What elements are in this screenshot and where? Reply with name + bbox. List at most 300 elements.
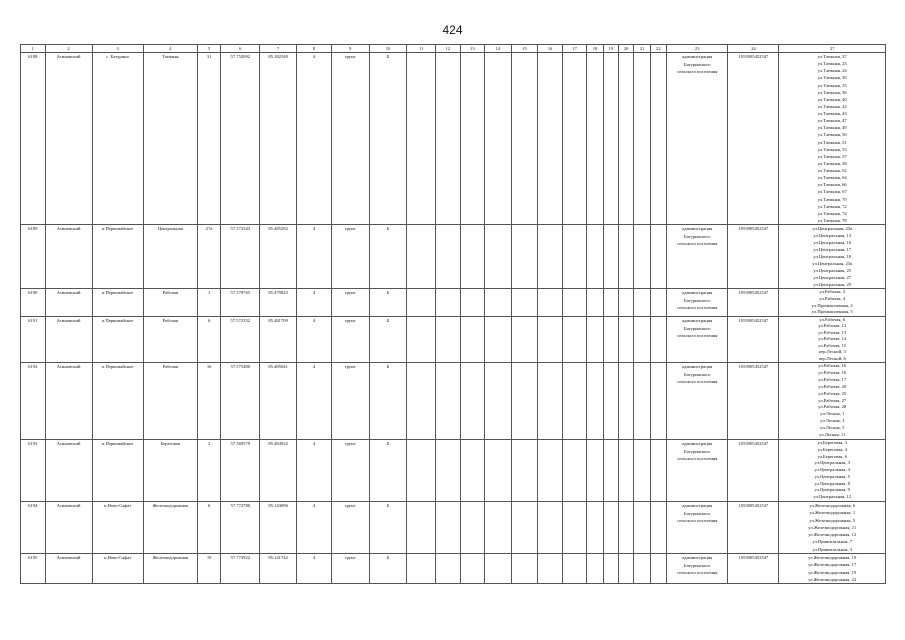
address-line: пер.Лесной, 3 bbox=[818, 349, 846, 355]
table-row bbox=[21, 225, 886, 289]
owner-line: администрация bbox=[682, 441, 713, 446]
owner-cell bbox=[667, 317, 728, 363]
empty-cell-16 bbox=[538, 440, 563, 502]
empty-cell-22 bbox=[650, 554, 666, 584]
empty-cell-14 bbox=[485, 554, 512, 584]
address-line: ул.Таежная, 37 bbox=[817, 54, 847, 59]
district-cell: Асиновский bbox=[45, 225, 92, 289]
latitude-cell: 57.569579 bbox=[221, 440, 260, 502]
longitude-cell: 85.484932 bbox=[260, 440, 297, 502]
owner-line: сельского поселения bbox=[676, 379, 718, 385]
column-number-header bbox=[21, 45, 886, 53]
column-10-cell: Б bbox=[369, 363, 407, 440]
latitude-cell: 57.772780 bbox=[221, 502, 260, 554]
address-line: ул.Таежная, 42 bbox=[817, 103, 847, 109]
empty-cell-21 bbox=[634, 363, 650, 440]
owner-line: Батуринского bbox=[683, 233, 711, 239]
empty-cell-13 bbox=[460, 289, 485, 317]
address-line: ул.Центральная, 29 bbox=[813, 282, 852, 287]
addresses-cell bbox=[779, 440, 886, 502]
empty-cell-11 bbox=[407, 289, 436, 317]
owner-line: сельского поселения bbox=[676, 570, 718, 576]
empty-cell-11 bbox=[407, 502, 436, 554]
column-header-1: 1 bbox=[21, 45, 46, 53]
address-line: ул.Центральная, 12 bbox=[813, 494, 852, 500]
empty-cell-12 bbox=[436, 53, 461, 225]
settlement-cell: с. Батурино bbox=[92, 53, 143, 225]
column-10-cell: Б bbox=[369, 554, 407, 584]
empty-cell-22 bbox=[650, 363, 666, 440]
settlement-cell: п.Ново-Сафат bbox=[92, 502, 143, 554]
latitude-cell: 57.752092 bbox=[221, 53, 260, 225]
empty-cell-12 bbox=[436, 363, 461, 440]
empty-cell-12 bbox=[436, 225, 461, 289]
empty-cell-19 bbox=[603, 317, 618, 363]
column-header-6: 6 bbox=[221, 45, 260, 53]
owner-line: Батуринского bbox=[683, 325, 711, 331]
empty-cell-22 bbox=[650, 289, 666, 317]
empty-cell-18 bbox=[587, 225, 603, 289]
surface-cell: грунт bbox=[331, 440, 369, 502]
empty-cell-21 bbox=[634, 440, 650, 502]
owner-line: Батуринского bbox=[683, 448, 711, 454]
empty-cell-15 bbox=[511, 554, 538, 584]
column-header-18: 18 bbox=[587, 45, 603, 53]
address-line: ул.Таежная, 35 bbox=[817, 82, 847, 88]
owner-cell bbox=[667, 363, 728, 440]
empty-cell-21 bbox=[634, 289, 650, 317]
address-line: ул.Лесная, 5 bbox=[820, 425, 845, 431]
empty-cell-18 bbox=[587, 554, 603, 584]
addresses-cell bbox=[779, 225, 886, 289]
addresses-cell bbox=[779, 502, 886, 554]
owner-cell bbox=[667, 53, 728, 225]
column-header-4: 4 bbox=[143, 45, 197, 53]
longitude-cell: 85.485041 bbox=[260, 363, 297, 440]
address-line: ул.Рабочая, 25 bbox=[818, 390, 847, 396]
column-header-2: 2 bbox=[45, 45, 92, 53]
house-cell: 6 bbox=[197, 317, 221, 363]
empty-cell-18 bbox=[587, 440, 603, 502]
owner-line: администрация bbox=[682, 318, 713, 323]
empty-cell-19 bbox=[603, 502, 618, 554]
empty-cell-15 bbox=[511, 317, 538, 363]
empty-cell-15 bbox=[511, 289, 538, 317]
address-line: ул.Рабочая, 15 bbox=[818, 342, 847, 348]
column-header-10: 10 bbox=[369, 45, 407, 53]
address-line: ул.Береговая, 3 bbox=[817, 440, 847, 445]
empty-cell-12 bbox=[436, 289, 461, 317]
owner-cell bbox=[667, 440, 728, 502]
empty-cell-16 bbox=[538, 289, 563, 317]
column-header-22: 22 bbox=[650, 45, 666, 53]
record-number-cell: 6194 bbox=[21, 502, 46, 554]
empty-cell-19 bbox=[603, 363, 618, 440]
house-cell: 19 bbox=[197, 554, 221, 584]
column-10-cell: Б bbox=[369, 289, 407, 317]
address-line: ул.Лесная, 1 bbox=[820, 411, 845, 417]
owner-cell bbox=[667, 289, 728, 317]
column-header-20: 20 bbox=[619, 45, 634, 53]
ogrn-cell: 1053905452547 bbox=[728, 225, 779, 289]
empty-cell-22 bbox=[650, 502, 666, 554]
empty-cell-15 bbox=[511, 225, 538, 289]
record-number-cell: 6188 bbox=[21, 53, 46, 225]
empty-cell-19 bbox=[603, 225, 618, 289]
district-cell: Асиновский bbox=[45, 289, 92, 317]
address-line: ул.Таежная, 66 bbox=[817, 182, 847, 188]
house-cell: 2 bbox=[197, 440, 221, 502]
empty-cell-13 bbox=[460, 554, 485, 584]
address-line: ул.Центральная, 17 bbox=[813, 247, 852, 252]
address-line: ул.Таежная, 47 bbox=[817, 118, 847, 124]
surface-cell: грунт bbox=[331, 554, 369, 584]
owner-line: администрация bbox=[682, 290, 713, 295]
ogrn-cell: 1053905452547 bbox=[728, 289, 779, 317]
house-cell: 31 bbox=[197, 53, 221, 225]
empty-cell-13 bbox=[460, 502, 485, 554]
house-cell: 1 bbox=[197, 289, 221, 317]
address-line: ул.Рабочая, 6 bbox=[819, 317, 846, 322]
empty-cell-14 bbox=[485, 317, 512, 363]
address-line: ул.Лесная, 11 bbox=[819, 432, 846, 438]
column-10-cell: Б bbox=[369, 53, 407, 225]
address-line: ул.Таежная, 67 bbox=[817, 189, 847, 195]
record-number-cell: 6190 bbox=[21, 289, 46, 317]
latitude-cell: 57.575480 bbox=[221, 363, 260, 440]
district-cell: Асиновский bbox=[45, 554, 92, 584]
column-header-21: 21 bbox=[634, 45, 650, 53]
ogrn-cell: 1053905452547 bbox=[728, 53, 779, 225]
address-line: ул.Таежная, 36 bbox=[817, 89, 847, 95]
empty-cell-11 bbox=[407, 317, 436, 363]
owner-cell bbox=[667, 225, 728, 289]
street-cell: Береговая bbox=[143, 440, 197, 502]
owner-line: Батуринского bbox=[683, 61, 711, 67]
table-row bbox=[21, 554, 886, 584]
address-line: ул.Таежная, 53 bbox=[817, 146, 847, 152]
empty-cell-13 bbox=[460, 225, 485, 289]
column-8-cell: 4 bbox=[297, 554, 332, 584]
address-line: пер.Лесной, 6 bbox=[818, 355, 846, 361]
street-cell: Центральная bbox=[143, 225, 197, 289]
address-line: ул.Таежная, 30 bbox=[817, 75, 847, 81]
column-8-cell: 4 bbox=[297, 289, 332, 317]
longitude-cell: 85.481709 bbox=[260, 317, 297, 363]
page-number: 424 bbox=[442, 23, 463, 37]
empty-cell-16 bbox=[538, 363, 563, 440]
table-row bbox=[21, 440, 886, 502]
address-line: ул.Железнодорожная, 6 bbox=[809, 503, 856, 509]
address-line: ул.Рабочая, 14 bbox=[818, 336, 847, 342]
district-cell: Асиновский bbox=[45, 317, 92, 363]
owner-line: администрация bbox=[682, 503, 713, 509]
empty-cell-11 bbox=[407, 225, 436, 289]
empty-cell-20 bbox=[619, 53, 634, 225]
table-row bbox=[21, 363, 886, 440]
address-line: ул.Рабочая, 16 bbox=[818, 363, 847, 368]
empty-cell-20 bbox=[619, 317, 634, 363]
owner-cell bbox=[667, 554, 728, 584]
address-line: ул.Рабочая, 13 bbox=[818, 329, 847, 335]
address-line: ул.Промышленная, 5 bbox=[811, 309, 853, 315]
owner-line: сельского поселения bbox=[676, 518, 718, 524]
address-line: ул.Рабочая, 28 bbox=[818, 404, 847, 410]
address-line: ул.Рабочая, 4 bbox=[819, 295, 846, 301]
surface-cell: грунт bbox=[331, 363, 369, 440]
empty-cell-12 bbox=[436, 317, 461, 363]
empty-cell-20 bbox=[619, 363, 634, 440]
address-line: ул.Центральная, 23а bbox=[812, 226, 853, 231]
addresses-cell bbox=[779, 289, 886, 317]
settlement-cell: п.Ново-Сафат bbox=[92, 554, 143, 584]
street-cell: Рабочая bbox=[143, 363, 197, 440]
empty-cell-14 bbox=[485, 225, 512, 289]
column-10-cell: Б bbox=[369, 440, 407, 502]
empty-cell-12 bbox=[436, 502, 461, 554]
ogrn-cell: 1053905452547 bbox=[728, 502, 779, 554]
latitude-cell: 57.773922 bbox=[221, 554, 260, 584]
address-line: ул.Таежная, 40 bbox=[817, 96, 847, 102]
empty-cell-17 bbox=[562, 289, 587, 317]
empty-cell-17 bbox=[562, 53, 587, 225]
empty-cell-20 bbox=[619, 225, 634, 289]
column-header-9: 9 bbox=[331, 45, 369, 53]
empty-cell-18 bbox=[587, 502, 603, 554]
address-line: ул.Рабочая, 17 bbox=[818, 376, 847, 382]
address-line: ул.Железнодорожная, 22 bbox=[808, 576, 857, 582]
empty-cell-22 bbox=[650, 225, 666, 289]
empty-cell-14 bbox=[485, 53, 512, 225]
street-cell: Железнодорожная bbox=[143, 502, 197, 554]
settlement-cell: п.Первомайское bbox=[92, 363, 143, 440]
address-line: ул.Железнодорожная, 12 bbox=[808, 532, 857, 538]
address-line: ул.Центральная, 4 bbox=[814, 467, 850, 473]
empty-cell-18 bbox=[587, 317, 603, 363]
empty-cell-20 bbox=[619, 554, 634, 584]
address-line: ул.Железнодорожная, 11 bbox=[808, 524, 857, 530]
empty-cell-22 bbox=[650, 440, 666, 502]
column-header-13: 13 bbox=[460, 45, 485, 53]
address-line: ул.Береговая, 6 bbox=[817, 453, 847, 459]
address-line: ул.Таежная, 58 bbox=[817, 160, 847, 166]
address-line: ул.Центральная, 23а bbox=[812, 261, 853, 266]
address-line: ул.Таежная, 43 bbox=[817, 111, 847, 116]
column-8-cell: 4 bbox=[297, 440, 332, 502]
empty-cell-21 bbox=[634, 554, 650, 584]
settlement-cell: п.Первомайское bbox=[92, 317, 143, 363]
empty-cell-21 bbox=[634, 317, 650, 363]
column-header-11: 11 bbox=[407, 45, 436, 53]
owner-line: сельского поселения bbox=[676, 241, 718, 247]
empty-cell-15 bbox=[511, 53, 538, 225]
address-line: ул.Промышленная, 2 bbox=[811, 302, 853, 308]
empty-cell-17 bbox=[562, 502, 587, 554]
address-line: ул.Рабочая, 12 bbox=[818, 323, 847, 329]
column-header-23: 23 bbox=[667, 45, 728, 53]
record-number-cell: 6191 bbox=[21, 317, 46, 363]
column-8-cell: 4 bbox=[297, 225, 332, 289]
empty-cell-16 bbox=[538, 53, 563, 225]
empty-cell-19 bbox=[603, 53, 618, 225]
empty-cell-17 bbox=[562, 225, 587, 289]
column-8-cell: 4 bbox=[297, 363, 332, 440]
empty-cell-20 bbox=[619, 440, 634, 502]
owner-line: Батуринского bbox=[683, 297, 711, 303]
address-line: ул.Рабочая, 3 bbox=[819, 289, 846, 294]
empty-cell-11 bbox=[407, 363, 436, 440]
address-line: ул.Центральная, 8 bbox=[814, 480, 850, 486]
empty-cell-22 bbox=[650, 317, 666, 363]
empty-cell-14 bbox=[485, 363, 512, 440]
table-row bbox=[21, 317, 886, 363]
surface-cell: грунт bbox=[331, 53, 369, 225]
address-line: ул.Центральная, 27 bbox=[813, 275, 852, 280]
street-cell: Рабочая bbox=[143, 317, 197, 363]
column-header-24: 24 bbox=[728, 45, 779, 53]
empty-cell-18 bbox=[587, 363, 603, 440]
owner-line: Батуринского bbox=[683, 562, 711, 568]
address-line: ул.Центральная, 5 bbox=[814, 473, 850, 479]
house-cell: 27а bbox=[197, 225, 221, 289]
address-line: ул.Центральная, 18 bbox=[813, 254, 852, 259]
empty-cell-15 bbox=[511, 440, 538, 502]
address-line: ул.Лесная, 3 bbox=[820, 418, 845, 424]
settlement-cell: п.Первомайское bbox=[92, 289, 143, 317]
address-line: ул.Привокзальная, 3 bbox=[812, 546, 853, 552]
settlement-cell: п.Первомайское bbox=[92, 440, 143, 502]
owner-line: администрация bbox=[682, 555, 713, 561]
surface-cell: грунт bbox=[331, 317, 369, 363]
column-8-cell: 4 bbox=[297, 317, 332, 363]
empty-cell-15 bbox=[511, 363, 538, 440]
empty-cell-17 bbox=[562, 317, 587, 363]
address-line: ул.Таежная, 62 bbox=[817, 168, 847, 173]
column-8-cell: 4 bbox=[297, 53, 332, 225]
empty-cell-19 bbox=[603, 554, 618, 584]
address-line: ул.Железнодорожная, 17 bbox=[808, 562, 857, 568]
record-number-cell: 6195 bbox=[21, 554, 46, 584]
record-number-cell: 6192 bbox=[21, 363, 46, 440]
empty-cell-20 bbox=[619, 502, 634, 554]
address-line: ул.Железнодорожная, 19 bbox=[808, 569, 857, 575]
empty-cell-11 bbox=[407, 53, 436, 225]
owner-line: Батуринского bbox=[683, 510, 711, 516]
empty-cell-21 bbox=[634, 225, 650, 289]
owner-line: сельского поселения bbox=[676, 305, 718, 311]
address-line: ул.Центральная, 25 bbox=[813, 268, 852, 273]
addresses-cell bbox=[779, 53, 886, 225]
column-header-12: 12 bbox=[436, 45, 461, 53]
ogrn-cell: 1053905452547 bbox=[728, 317, 779, 363]
empty-cell-21 bbox=[634, 53, 650, 225]
column-header-16: 16 bbox=[538, 45, 563, 53]
address-line: ул.Привокзальная, 7 bbox=[812, 539, 853, 545]
latitude-cell: 57.572352 bbox=[221, 317, 260, 363]
address-line: ул.Таежная, 49 bbox=[817, 125, 847, 131]
ogrn-cell: 1053905452547 bbox=[728, 363, 779, 440]
empty-cell-17 bbox=[562, 363, 587, 440]
ogrn-cell: 1053905452547 bbox=[728, 440, 779, 502]
address-line: ул.Железнодорожная, 5 bbox=[809, 517, 856, 523]
empty-cell-16 bbox=[538, 554, 563, 584]
empty-cell-13 bbox=[460, 363, 485, 440]
owner-line: Батуринского bbox=[683, 371, 711, 377]
empty-cell-12 bbox=[436, 440, 461, 502]
owner-cell bbox=[667, 502, 728, 554]
house-cell: 16 bbox=[197, 363, 221, 440]
empty-cell-14 bbox=[485, 440, 512, 502]
column-header-14: 14 bbox=[485, 45, 512, 53]
addresses-cell bbox=[779, 363, 886, 440]
empty-cell-22 bbox=[650, 53, 666, 225]
empty-cell-16 bbox=[538, 502, 563, 554]
district-cell: Асиновский bbox=[45, 440, 92, 502]
address-line: ул.Таежная, 51 bbox=[817, 139, 847, 145]
column-header-3: 3 bbox=[92, 45, 143, 53]
column-header-7: 7 bbox=[260, 45, 297, 53]
table-row bbox=[21, 53, 886, 225]
longitude-cell: 85.182540 bbox=[260, 53, 297, 225]
street-cell: Таежная bbox=[143, 53, 197, 225]
column-header-15: 15 bbox=[511, 45, 538, 53]
empty-cell-13 bbox=[460, 440, 485, 502]
address-line: ул.Таежная, 74 bbox=[817, 210, 847, 216]
address-line: ул.Железнодорожная, 1 bbox=[809, 510, 856, 516]
longitude-cell: 85.141742 bbox=[260, 554, 297, 584]
owner-line: администрация bbox=[682, 54, 713, 59]
empty-cell-19 bbox=[603, 440, 618, 502]
column-10-cell: Б bbox=[369, 502, 407, 554]
owner-line: администрация bbox=[682, 226, 713, 231]
empty-cell-11 bbox=[407, 554, 436, 584]
column-8-cell: 4 bbox=[297, 502, 332, 554]
column-header-27: 27 bbox=[779, 45, 886, 53]
address-line: ул.Таежная, 24 bbox=[817, 68, 847, 74]
address-line: ул.Таежная, 72 bbox=[817, 203, 847, 209]
latitude-cell: 57.573343 bbox=[221, 225, 260, 289]
address-line: ул.Таежная, 78 bbox=[817, 217, 847, 223]
empty-cell-14 bbox=[485, 289, 512, 317]
empty-cell-18 bbox=[587, 53, 603, 225]
surface-cell: грунт bbox=[331, 502, 369, 554]
empty-cell-17 bbox=[562, 554, 587, 584]
empty-cell-16 bbox=[538, 317, 563, 363]
empty-cell-13 bbox=[460, 317, 485, 363]
empty-cell-20 bbox=[619, 289, 634, 317]
record-number-cell: 6189 bbox=[21, 225, 46, 289]
addresses-cell bbox=[779, 554, 886, 584]
address-line: ул.Центральная, 3 bbox=[814, 460, 850, 466]
district-cell: Асиновский bbox=[45, 53, 92, 225]
addresses-cell bbox=[779, 317, 886, 363]
address-line: ул.Таежная, 57 bbox=[817, 153, 847, 159]
empty-cell-17 bbox=[562, 440, 587, 502]
owner-line: администрация bbox=[682, 364, 713, 369]
empty-cell-11 bbox=[407, 440, 436, 502]
empty-cell-21 bbox=[634, 502, 650, 554]
address-line: ул.Рабочая, 20 bbox=[818, 383, 847, 389]
ogrn-cell: 1053905452547 bbox=[728, 554, 779, 584]
district-cell: Асиновский bbox=[45, 502, 92, 554]
surface-cell: грунт bbox=[331, 225, 369, 289]
address-line: ул.Центральная, 9 bbox=[814, 487, 850, 493]
column-10-cell: Б bbox=[369, 317, 407, 363]
address-line: ул.Рабочая, 16 bbox=[818, 369, 847, 375]
empty-cell-16 bbox=[538, 225, 563, 289]
table-row bbox=[21, 289, 886, 317]
empty-cell-13 bbox=[460, 53, 485, 225]
